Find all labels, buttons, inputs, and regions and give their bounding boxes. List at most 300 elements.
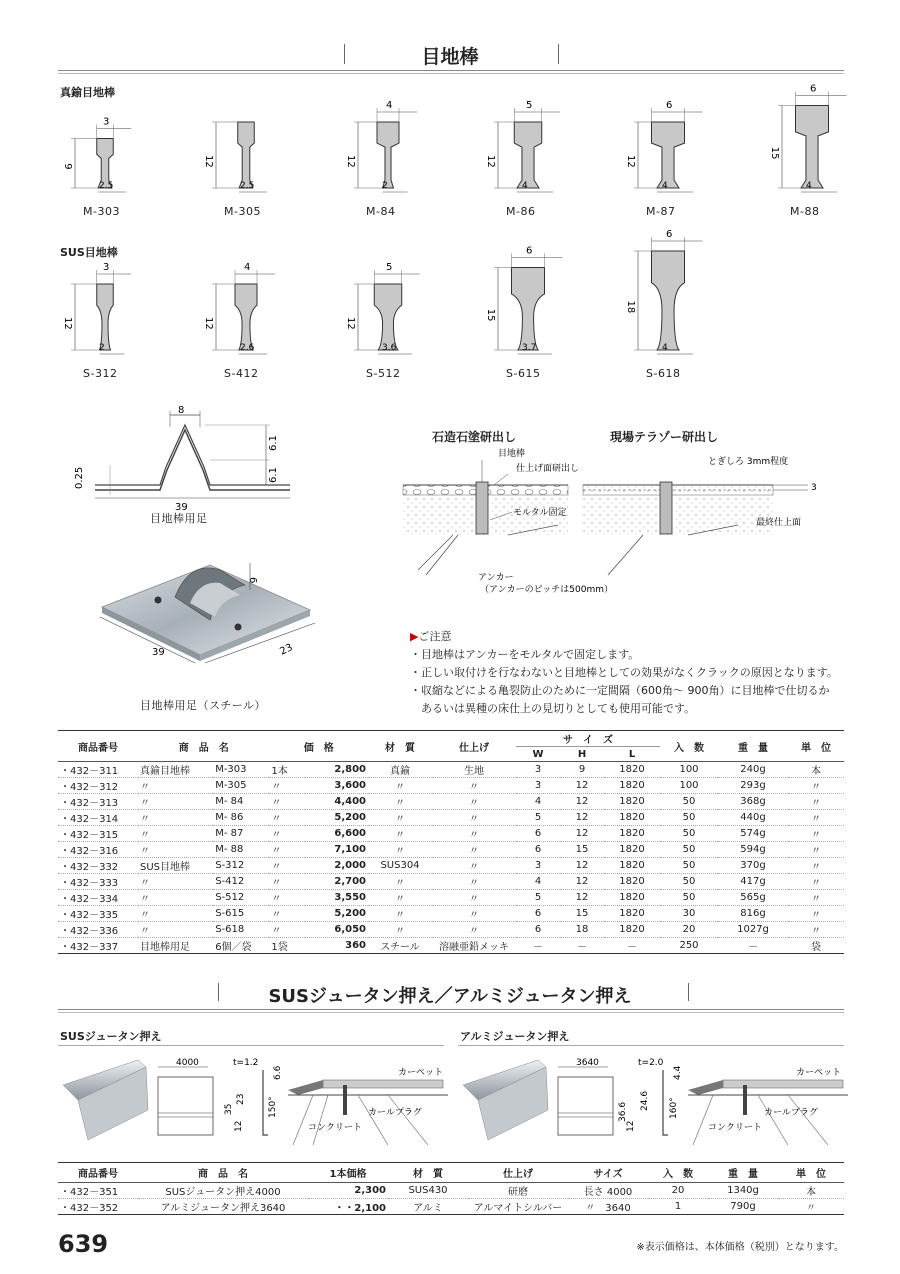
table-row — [58, 938, 844, 954]
mejibou-table — [58, 730, 844, 954]
cell-unit: 〃 — [788, 778, 844, 794]
profile-caption: M-84 — [366, 205, 396, 218]
cell-unit: 〃 — [778, 1199, 844, 1215]
alumi-carpet-drawing — [458, 1055, 848, 1155]
dim-bottom: 4 — [662, 343, 668, 353]
cell-fin: 〃 — [432, 842, 516, 858]
dim-top: 3 — [103, 116, 110, 128]
alumi-plug-lbl: カールプラグ — [764, 1108, 818, 1118]
cell-wt: 440g — [718, 810, 788, 826]
price-note: ※表示価格は、本体価格（税別）となります。 — [636, 1242, 844, 1253]
cell-code: ・432－316 — [58, 842, 138, 858]
cell-l: 1820 — [604, 826, 660, 842]
th2-qty: 入 数 — [648, 1163, 708, 1183]
dim-bottom: 4 — [806, 181, 812, 191]
table-row — [58, 874, 844, 890]
th2-material: 材 質 — [388, 1163, 468, 1183]
profile-caption: M-87 — [646, 205, 676, 218]
cell-mat: SUS430 — [388, 1183, 468, 1199]
sus-label: SUS目地棒 — [60, 246, 118, 259]
cell-qty: 50 — [660, 810, 718, 826]
cell-fin: 〃 — [432, 874, 516, 890]
cell-fin: 研磨 — [468, 1183, 568, 1199]
cell-p1: 〃 — [269, 794, 305, 810]
ashi-dim-width: 39 — [175, 502, 188, 513]
lbl-mortar: モルタル固定 — [513, 508, 567, 518]
th-unit: 単 位 — [788, 731, 844, 762]
profile-shape — [235, 284, 257, 350]
cell-qty: 30 — [660, 906, 718, 922]
cell-wt: 368g — [718, 794, 788, 810]
cell-code: ・432－313 — [58, 794, 138, 810]
cell-name2: M- 87 — [213, 826, 269, 842]
cell-wt: 1027g — [718, 922, 788, 938]
cell-p2: 6,600 — [305, 826, 368, 842]
cell-code: ・432－312 — [58, 778, 138, 794]
cell-l: － — [604, 938, 660, 954]
cell-name2: M-305 — [213, 778, 269, 794]
dim-top: 5 — [526, 100, 533, 111]
cell-code: ・432－351 — [58, 1183, 138, 1199]
alumi-carpet-label: アルミジュータン押え — [460, 1030, 570, 1043]
title2-rule-2 — [58, 1012, 844, 1013]
steel-dim-23: 23 — [278, 642, 295, 658]
cell-w: 5 — [516, 810, 560, 826]
cell-name1: 〃 — [138, 922, 213, 938]
cell-w: 4 — [516, 794, 560, 810]
dim-top: 6 — [666, 100, 673, 111]
dim-bottom: 2 — [99, 343, 105, 353]
table-row — [58, 826, 844, 842]
dim-bottom: 2.6 — [240, 343, 255, 353]
profile-caption: S-312 — [83, 367, 118, 380]
cell-p1: 〃 — [269, 874, 305, 890]
dim-bottom: 4 — [662, 181, 668, 191]
cell-l: 1820 — [604, 762, 660, 778]
cell-name1: 〃 — [138, 778, 213, 794]
cell-p2: 5,200 — [305, 810, 368, 826]
dim-top: 6 — [526, 245, 533, 257]
cell-qty: 50 — [660, 858, 718, 874]
profile-shape — [652, 251, 685, 350]
cell-wt: 816g — [718, 906, 788, 922]
cell-qty: 250 — [660, 938, 718, 954]
cell-p2: 4,400 — [305, 794, 368, 810]
cell-p2: 2,700 — [305, 874, 368, 890]
th-size: サ イ ズ — [516, 731, 660, 747]
cell-name1: 目地棒用足 — [138, 938, 213, 954]
cell-h: － — [560, 938, 604, 954]
cell-l: 1820 — [604, 842, 660, 858]
cell-p2: 5,200 — [305, 906, 368, 922]
cell-code: ・432－332 — [58, 858, 138, 874]
cell-l: 1820 — [604, 858, 660, 874]
alumi-carpet-lbl: カーペット — [796, 1068, 842, 1078]
table-row — [58, 794, 844, 810]
lbl-anchor2: （アンカーのピッチは500mm） — [480, 585, 613, 595]
cell-wt: 574g — [718, 826, 788, 842]
dim-side: 15 — [485, 308, 496, 322]
th-h: H — [560, 747, 604, 762]
cell-mat: スチール — [368, 938, 432, 954]
carpet-table-body — [58, 1183, 844, 1215]
cell-qty: 50 — [660, 826, 718, 842]
cell-size: 〃 3640 — [568, 1199, 648, 1215]
dim-top: 4 — [244, 262, 251, 273]
cell-fin: 〃 — [432, 858, 516, 874]
cell-w: 6 — [516, 842, 560, 858]
ashi-dim-h2: 6.1 — [268, 467, 279, 483]
divider — [458, 1045, 844, 1046]
cell-h: 12 — [560, 890, 604, 906]
cell-fin: 〃 — [432, 922, 516, 938]
sus-len: 4000 — [176, 1058, 199, 1068]
note-line: ・正しい取付けを行なわないと目地棒としての効果がなくクラックの原因となります。 — [410, 666, 838, 679]
th2-weight: 重 量 — [708, 1163, 778, 1183]
cell-mat: 〃 — [368, 810, 432, 826]
dim-side: 15 — [769, 146, 780, 160]
cell-wt: 417g — [718, 874, 788, 890]
th-finish: 仕上げ — [432, 731, 516, 762]
lbl-mejibou: 目地棒 — [498, 449, 526, 459]
sus-d23: 23 — [236, 1093, 246, 1105]
cell-mat: 〃 — [368, 778, 432, 794]
cell-wt: 370g — [718, 858, 788, 874]
profile-caption: S-412 — [224, 367, 259, 380]
cell-w: 3 — [516, 858, 560, 874]
cell-name2: S-512 — [213, 890, 269, 906]
divider — [58, 1045, 444, 1046]
ashi-dim-top: 8 — [178, 405, 185, 416]
cell-fin: 生地 — [432, 762, 516, 778]
dim-side: 9 — [62, 163, 73, 170]
cell-h: 12 — [560, 858, 604, 874]
cell-fin: 〃 — [432, 906, 516, 922]
lbl-3: 3 — [811, 483, 817, 493]
cell-code: ・432－333 — [58, 874, 138, 890]
cell-wt: 1340g — [708, 1183, 778, 1199]
cell-name1: SUS目地棒 — [138, 858, 213, 874]
dim-top: 6 — [666, 229, 673, 240]
th2-name: 商 品 名 — [138, 1163, 308, 1183]
sus-plug-lbl: カールプラグ — [368, 1108, 422, 1118]
ashi-steel-illustration — [80, 555, 320, 695]
cell-code: ・432－334 — [58, 890, 138, 906]
cell-price: 2,300 — [308, 1183, 388, 1199]
th2-price: 1本価格 — [308, 1163, 388, 1183]
sus-t: t=1.2 — [233, 1058, 259, 1068]
cell-name2: M-303 — [213, 762, 269, 778]
cell-fin: 〃 — [432, 826, 516, 842]
cell-p2: 3,600 — [305, 778, 368, 794]
cell-p1: 〃 — [269, 858, 305, 874]
cell-name1: 〃 — [138, 794, 213, 810]
ashi-caption: 目地棒用足 — [150, 512, 208, 525]
note-line: ・収縮などによる亀裂防止のために一定間隔（600角～ 900角）に目地棒で仕切るか — [410, 684, 830, 697]
profile-caption: M-305 — [224, 205, 261, 218]
th-weight: 重 量 — [718, 731, 788, 762]
dim-bottom: 2.5 — [99, 181, 114, 191]
profile-shape — [377, 122, 399, 188]
cell-name2: S-615 — [213, 906, 269, 922]
table-row — [58, 890, 844, 906]
ashi-dim-thick: 0.25 — [74, 466, 85, 489]
cell-w: 3 — [516, 762, 560, 778]
section-title-mejibou: 目地棒 — [421, 46, 479, 68]
alumi-d44: 4.4 — [673, 1065, 683, 1080]
cell-unit: 袋 — [788, 938, 844, 954]
cell-name1: 〃 — [138, 842, 213, 858]
install-title-1: 石造石塗研出し — [432, 430, 517, 444]
cell-name1: 〃 — [138, 810, 213, 826]
profile-caption: S-618 — [646, 367, 681, 380]
lbl-shiage: 仕上げ面研出し — [516, 464, 580, 474]
th-price: 価 格 — [269, 731, 368, 762]
cell-h: 12 — [560, 794, 604, 810]
dim-side: 18 — [625, 300, 636, 314]
cell-p1: 〃 — [269, 842, 305, 858]
cell-wt: 293g — [718, 778, 788, 794]
cell-size: 長さ 4000 — [568, 1183, 648, 1199]
dim-side: 12 — [203, 317, 214, 330]
cell-h: 15 — [560, 842, 604, 858]
th-l: L — [604, 747, 660, 762]
cell-p2: 7,100 — [305, 842, 368, 858]
dim-side: 12 — [625, 155, 636, 168]
cell-mat: SUS304 — [368, 858, 432, 874]
cell-h: 12 — [560, 826, 604, 842]
table-row — [58, 922, 844, 938]
section-title-carpet: SUSジュータン押え／アルミジュータン押え — [268, 986, 632, 1007]
cell-wt: 594g — [718, 842, 788, 858]
th-w: W — [516, 747, 560, 762]
cell-name1: 〃 — [138, 906, 213, 922]
cell-mat: 〃 — [368, 826, 432, 842]
cell-w: 6 — [516, 922, 560, 938]
sus-carpet-lbl: カーペット — [398, 1068, 444, 1078]
profile-caption: S-615 — [506, 367, 541, 380]
th-material: 材 質 — [368, 731, 432, 762]
cell-qty: 20 — [660, 922, 718, 938]
sus-d66: 6.6 — [273, 1065, 283, 1080]
th-name: 商 品 名 — [138, 731, 269, 762]
ashi-steel-caption: 目地棒用足（スチール） — [140, 699, 267, 712]
cell-p2: 6,050 — [305, 922, 368, 938]
cell-l: 1820 — [604, 794, 660, 810]
steel-dim-6: 6 — [247, 577, 258, 584]
cell-name2: M- 88 — [213, 842, 269, 858]
alumi-concrete-lbl: コンクリート — [708, 1123, 762, 1133]
alumi-len: 3640 — [576, 1058, 599, 1068]
cell-name1: 〃 — [138, 890, 213, 906]
cell-name1: 〃 — [138, 826, 213, 842]
cell-p1: 1袋 — [269, 938, 305, 954]
alumi-d246: 24.6 — [640, 1090, 650, 1111]
th2-size: サイズ — [568, 1163, 648, 1183]
table-row — [58, 858, 844, 874]
cell-qty: 50 — [660, 794, 718, 810]
profile-shape — [97, 284, 114, 350]
cell-mat: 〃 — [368, 922, 432, 938]
shinchu-label: 真鍮目地棒 — [60, 86, 115, 99]
table-row — [58, 842, 844, 858]
cell-unit: 〃 — [788, 810, 844, 826]
page-number: 639 — [58, 1230, 109, 1258]
profile-shape — [652, 122, 685, 188]
alumi-d160: 160° — [669, 1097, 679, 1119]
cell-p2: 2,800 — [305, 762, 368, 778]
ashi-dim-h1: 6.1 — [268, 435, 279, 451]
lbl-anchor: アンカー — [478, 573, 514, 583]
note-line: ・目地棒はアンカーをモルタルで固定します。 — [410, 648, 640, 661]
cell-unit: 〃 — [788, 922, 844, 938]
note-line: あるいは異種の床仕上の見切りとしても使用可能です。 — [410, 702, 696, 715]
lbl-togishiro: とぎしろ 3mm程度 — [708, 457, 789, 467]
cell-unit: 〃 — [788, 794, 844, 810]
cell-name2: S-412 — [213, 874, 269, 890]
table-row — [58, 778, 844, 794]
cell-fin: 〃 — [432, 778, 516, 794]
cell-unit: 本 — [778, 1183, 844, 1199]
cell-name2: M- 86 — [213, 810, 269, 826]
cell-w: 4 — [516, 874, 560, 890]
cell-name: アルミジュータン押え3640 — [138, 1199, 308, 1215]
cell-name1: 真鍮目地棒 — [138, 762, 213, 778]
profile-drawings — [0, 0, 900, 400]
cell-code: ・432－337 — [58, 938, 138, 954]
cell-l: 1820 — [604, 922, 660, 938]
cell-p1: 〃 — [269, 906, 305, 922]
cell-h: 12 — [560, 778, 604, 794]
profile-shape — [796, 106, 829, 189]
cell-l: 1820 — [604, 906, 660, 922]
cell-fin: 〃 — [432, 794, 516, 810]
dim-side: 12 — [345, 317, 356, 330]
cell-p1: 〃 — [269, 922, 305, 938]
cell-h: 12 — [560, 810, 604, 826]
title2-rule — [58, 1009, 844, 1010]
notes-title: ▶ご注意 — [410, 630, 452, 643]
cell-unit: 〃 — [788, 842, 844, 858]
cell-unit: 〃 — [788, 826, 844, 842]
dim-top: 4 — [386, 100, 393, 111]
alumi-t: t=2.0 — [638, 1058, 664, 1068]
cell-h: 12 — [560, 874, 604, 890]
cell-w: 5 — [516, 890, 560, 906]
profile-caption: S-512 — [366, 367, 401, 380]
profile-shape — [512, 268, 545, 351]
cell-qty: 20 — [648, 1183, 708, 1199]
cell-l: 1820 — [604, 890, 660, 906]
dim-top: 6 — [810, 83, 817, 95]
cell-qty: 100 — [660, 762, 718, 778]
table-row — [58, 762, 844, 778]
th2-code: 商品番号 — [58, 1163, 138, 1183]
cell-code: ・432－335 — [58, 906, 138, 922]
cell-name: SUSジュータン押え4000 — [138, 1183, 308, 1199]
alumi-d366: 36.6 — [618, 1101, 628, 1122]
cell-name2: 6個／袋 — [213, 938, 269, 954]
cell-p2: 360 — [305, 938, 368, 954]
table-row — [58, 1183, 844, 1199]
cell-qty: 50 — [660, 890, 718, 906]
sus-carpet-label: SUSジュータン押え — [60, 1030, 162, 1043]
sus-d150: 150° — [268, 1096, 278, 1118]
cell-unit: 〃 — [788, 874, 844, 890]
table-row — [58, 906, 844, 922]
cell-wt: 790g — [708, 1199, 778, 1215]
cell-h: 15 — [560, 906, 604, 922]
cell-mat: 〃 — [368, 874, 432, 890]
dim-side: 12 — [203, 155, 214, 168]
cell-name2: M- 84 — [213, 794, 269, 810]
sus-concrete-lbl: コンクリート — [308, 1123, 362, 1133]
cell-fin: 溶融亜鉛メッキ — [432, 938, 516, 954]
dim-side: 12 — [345, 155, 356, 168]
cell-unit: 〃 — [788, 906, 844, 922]
cell-p1: 〃 — [269, 778, 305, 794]
cell-l: 1820 — [604, 778, 660, 794]
cell-l: 1820 — [604, 810, 660, 826]
th-qty: 入 数 — [660, 731, 718, 762]
profile-caption: M-303 — [83, 205, 120, 218]
cell-h: 9 — [560, 762, 604, 778]
cell-qty: 50 — [660, 874, 718, 890]
cell-mat: 〃 — [368, 842, 432, 858]
dim-bottom: 2.5 — [240, 181, 255, 191]
cell-h: 18 — [560, 922, 604, 938]
mejibou-table-body — [58, 762, 844, 954]
cell-w: 6 — [516, 906, 560, 922]
profile-caption: M-86 — [506, 205, 536, 218]
cell-code: ・432－315 — [58, 826, 138, 842]
dim-bottom: 4 — [522, 181, 528, 191]
steel-dim-39: 39 — [152, 647, 165, 658]
cell-name2: S-618 — [213, 922, 269, 938]
cell-p1: 1本 — [269, 762, 305, 778]
triangle-icon: ▶ — [410, 630, 419, 643]
dim-bottom: 2 — [382, 181, 388, 191]
cell-mat: 真鍮 — [368, 762, 432, 778]
install-title-2: 現場テラゾー研出し — [610, 430, 719, 444]
cell-price: ・・2,100 — [308, 1199, 388, 1215]
cell-fin: 〃 — [432, 810, 516, 826]
cell-p2: 3,550 — [305, 890, 368, 906]
cell-code: ・432－311 — [58, 762, 138, 778]
cell-mat: 〃 — [368, 890, 432, 906]
notes — [410, 628, 838, 718]
sus-d35: 35 — [224, 1103, 234, 1115]
cell-unit: 〃 — [788, 890, 844, 906]
profile-shape — [514, 122, 542, 188]
cell-p1: 〃 — [269, 826, 305, 842]
cell-fin: 〃 — [432, 890, 516, 906]
sus-carpet-drawing — [58, 1055, 448, 1155]
cell-p1: 〃 — [269, 890, 305, 906]
dim-bottom: 3.6 — [382, 343, 397, 353]
dim-side: 12 — [485, 155, 496, 168]
cell-mat: 〃 — [368, 906, 432, 922]
cell-qty: 100 — [660, 778, 718, 794]
cell-p1: 〃 — [269, 810, 305, 826]
sus-d12: 12 — [234, 1120, 244, 1132]
dim-top: 5 — [386, 262, 393, 273]
cell-qty: 1 — [648, 1199, 708, 1215]
dim-top: 3 — [103, 262, 110, 273]
cell-code: ・432－336 — [58, 922, 138, 938]
cell-l: 1820 — [604, 874, 660, 890]
th2-unit: 単 位 — [778, 1163, 844, 1183]
